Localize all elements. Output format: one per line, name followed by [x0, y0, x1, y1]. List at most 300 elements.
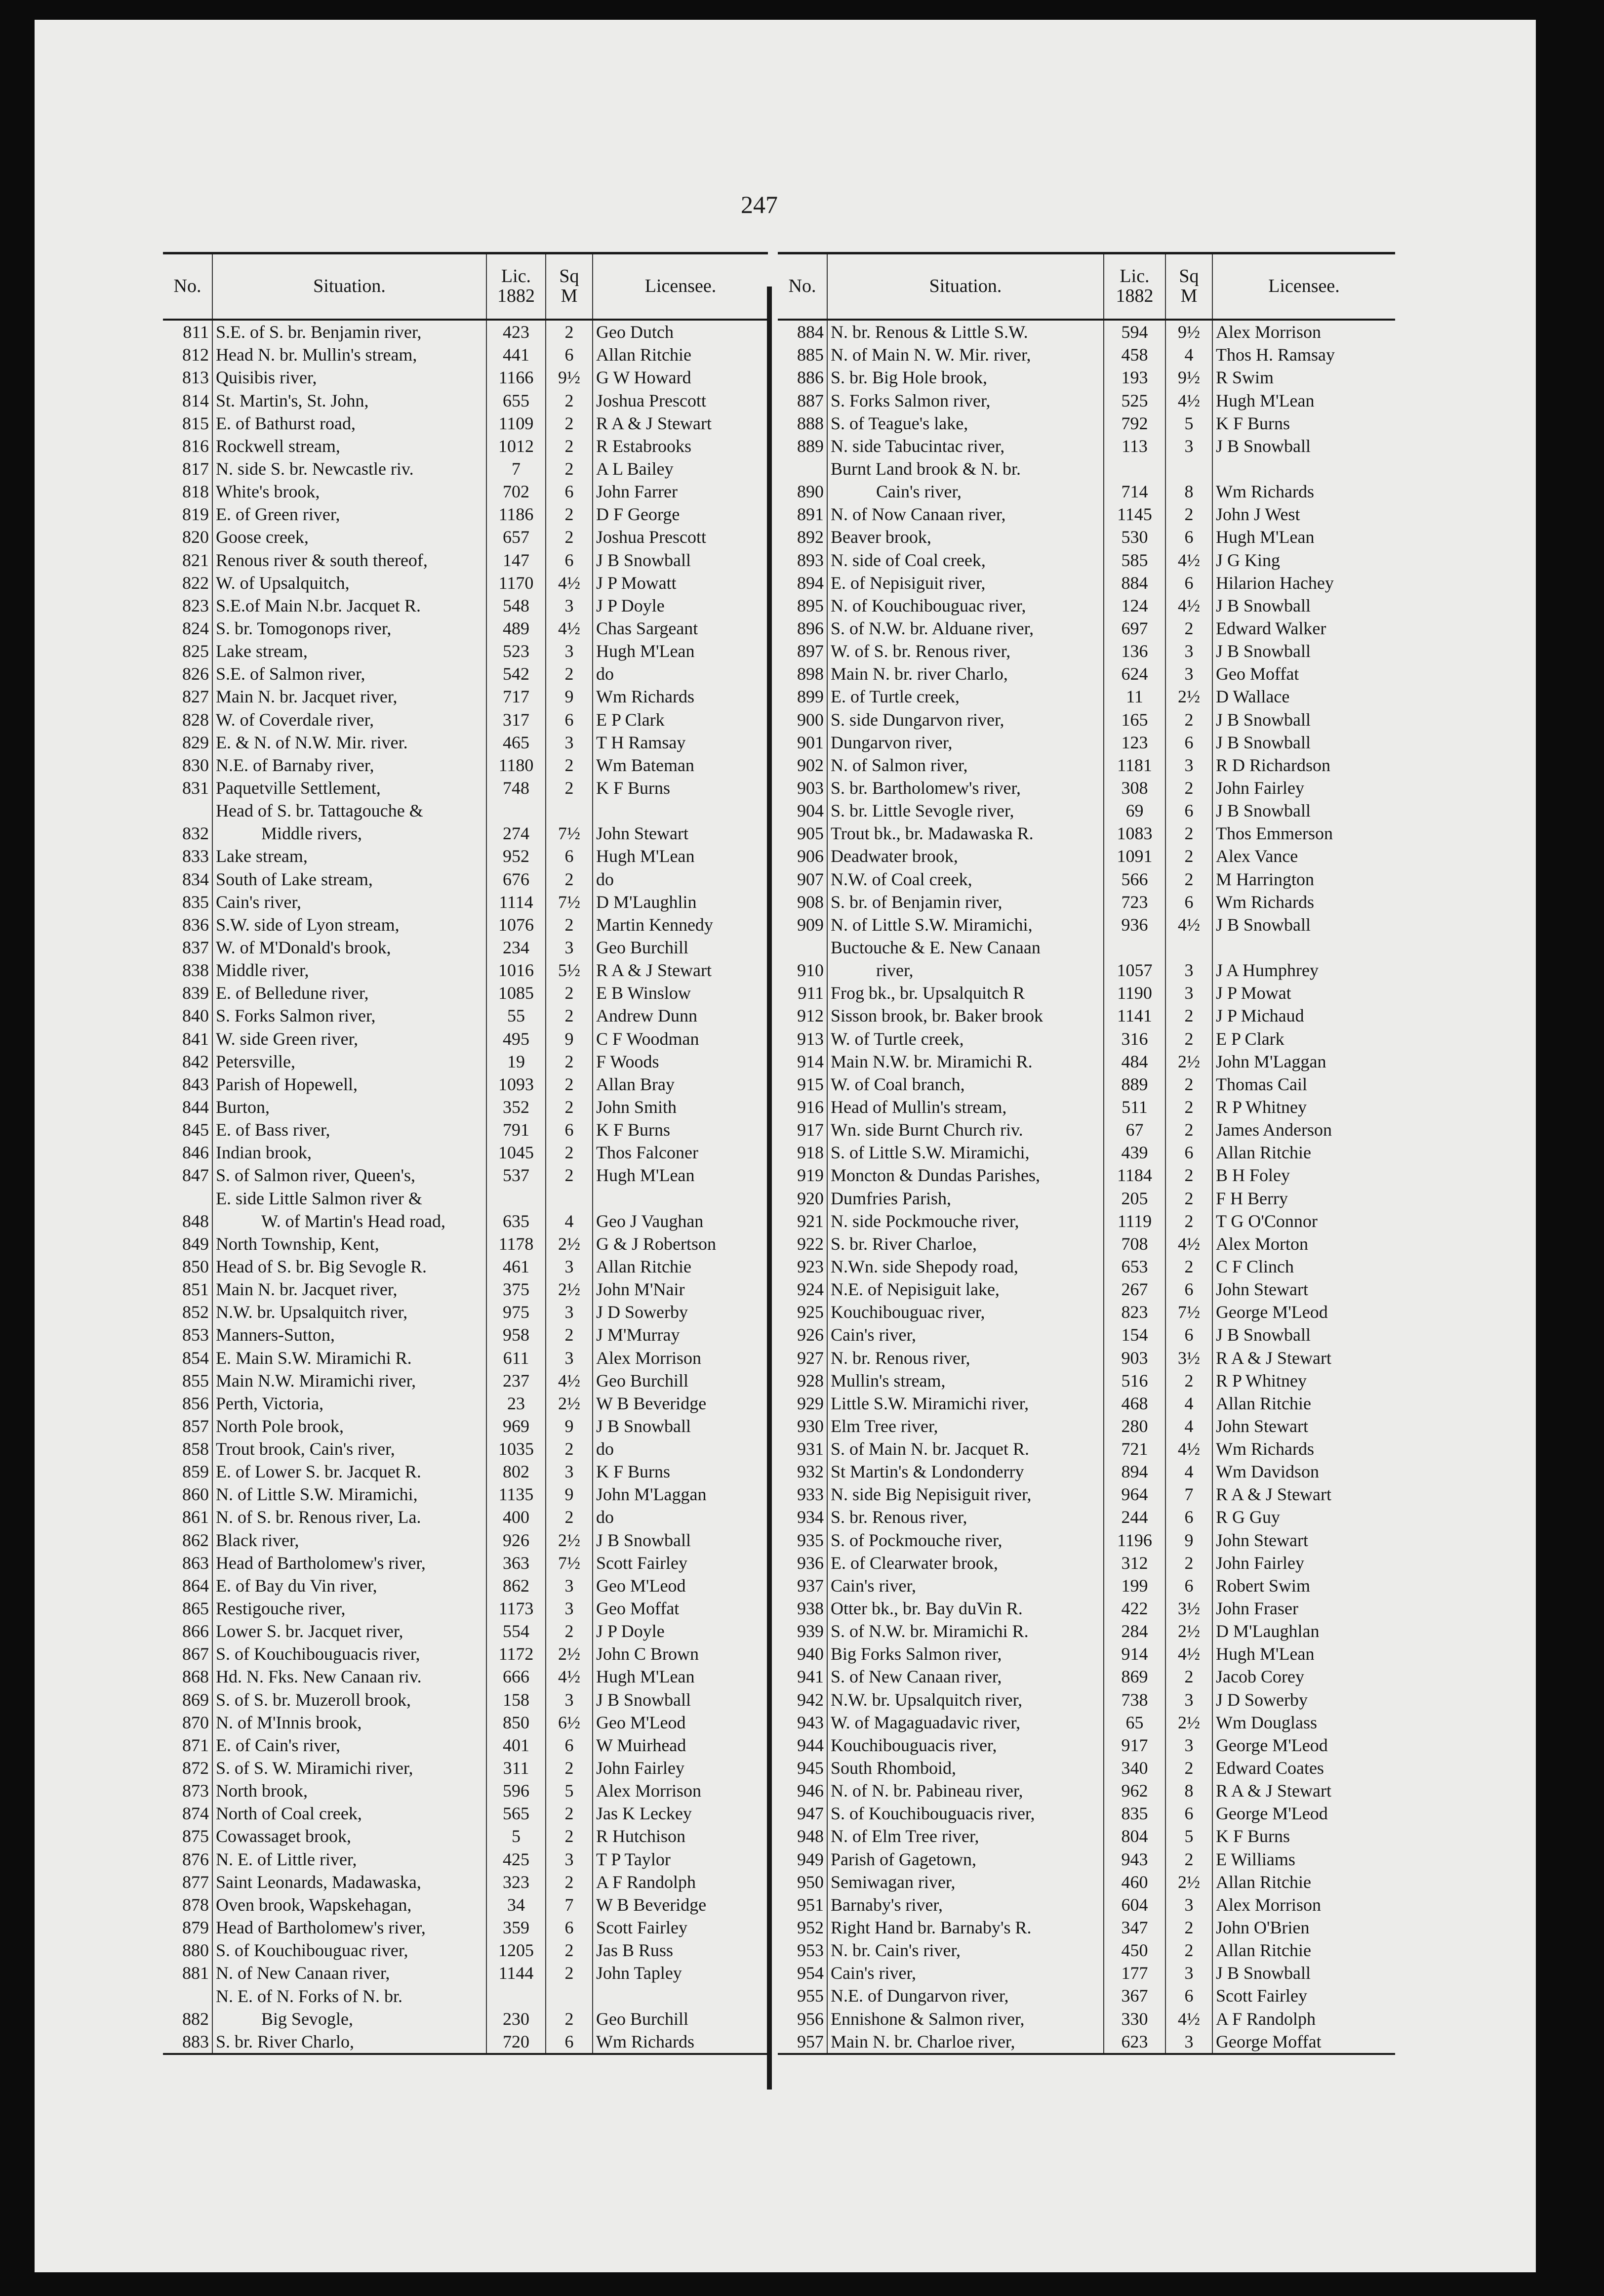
situation-line: Head of Bartholomew's river,	[216, 1553, 426, 1573]
cell-no: 851	[163, 1278, 212, 1301]
cell-no: 855	[163, 1369, 212, 1392]
cell-sq: 3	[1165, 754, 1212, 777]
cell-licensee: Alex Morrison	[1216, 1894, 1321, 1915]
cell-no: 822	[163, 572, 212, 594]
cell-lic: 244	[1104, 1506, 1165, 1528]
situation-line: W. of M'Donald's brook,	[216, 937, 391, 957]
cell-sq: 2	[546, 457, 593, 480]
cell-situation	[827, 1939, 1104, 1962]
cell-situation	[827, 1711, 1104, 1734]
cell-no: 845	[163, 1118, 212, 1141]
cell-lic: 450	[1104, 1939, 1165, 1962]
table-row	[163, 1164, 768, 1187]
cell-no: 830	[163, 754, 212, 777]
table-row	[778, 1939, 1395, 1962]
cell-licensee: G W Howard	[596, 368, 691, 388]
cell-lic: 802	[486, 1460, 546, 1483]
cell-licensee: do	[596, 664, 614, 684]
cell-situation	[827, 1506, 1104, 1528]
cell-sq: 2	[1165, 777, 1212, 799]
table-row	[163, 2030, 768, 2054]
cell-no: 905	[778, 822, 827, 845]
cell-no: 871	[163, 1734, 212, 1757]
table-row	[778, 343, 1395, 366]
cell-sq: 2	[1165, 1255, 1212, 1278]
cell-situation	[827, 1620, 1104, 1642]
cell-sq: 4½	[1165, 1232, 1212, 1255]
cell-sq: 4½	[1165, 1437, 1212, 1460]
situation-line: N. side Tabucintac river,	[831, 436, 1005, 456]
cell-lic: 158	[486, 1688, 546, 1711]
cell-situation	[212, 754, 486, 777]
cell-licensee: M Harrington	[1216, 869, 1314, 889]
table-row	[778, 366, 1395, 389]
cell-lic: 1083	[1104, 822, 1165, 845]
cell-situation	[827, 1779, 1104, 1802]
cell-licensee: R G Guy	[1216, 1507, 1281, 1527]
cell-licensee: John Fairley	[596, 1758, 684, 1778]
cell-situation	[212, 959, 486, 982]
cell-sq: 3	[546, 1597, 593, 1620]
situation-line: N. of Kouchibouguac river,	[831, 595, 1026, 615]
cell-sq: 8	[1165, 1779, 1212, 1802]
cell-sq: 5	[1165, 1825, 1212, 1847]
cell-licensee: Martin Kennedy	[596, 914, 713, 935]
situation-line: N. of M'Innis brook,	[216, 1712, 362, 1732]
table-row	[778, 1483, 1395, 1506]
situation-line: S. of Salmon river, Queen's,	[216, 1165, 415, 1186]
cell-no: 893	[778, 548, 827, 571]
cell-sq: 3½	[1165, 1346, 1212, 1369]
cell-situation	[212, 1665, 486, 1688]
situation-line: N. of Little S.W. Miramichi,	[216, 1484, 418, 1505]
situation-line: Big Sevogle,	[261, 2009, 353, 2029]
cell-no: 924	[778, 1278, 827, 1301]
table-row	[778, 822, 1395, 845]
cell-no: 919	[778, 1164, 827, 1187]
situation-line: E. of Bass river,	[216, 1120, 330, 1140]
cell-licensee: Wm Davidson	[1216, 1462, 1319, 1482]
cell-no: 836	[163, 913, 212, 936]
table-row	[163, 867, 768, 890]
cell-lic: 1016	[486, 959, 546, 982]
table-row	[778, 1369, 1395, 1392]
cell-lic: 7	[486, 457, 546, 480]
cell-sq: 6	[546, 2030, 593, 2054]
table-row	[163, 1460, 768, 1483]
cell-sq: 2	[546, 320, 593, 343]
table-row	[778, 731, 1395, 754]
header-no: No.	[778, 253, 827, 320]
cell-lic: 401	[486, 1734, 546, 1757]
cell-licensee: C F Woodman	[596, 1028, 699, 1049]
table-row	[163, 480, 768, 503]
cell-situation	[212, 1916, 486, 1939]
situation-line: S. of Kouchibouguac river,	[216, 1940, 408, 1961]
cell-licensee: A F Randolph	[1216, 2009, 1316, 2029]
cell-lic: 720	[486, 2030, 546, 2054]
cell-situation	[212, 343, 486, 366]
situation-line: W. of Martin's Head road,	[261, 1211, 446, 1231]
cell-sq: 4½	[546, 1369, 593, 1392]
cell-situation	[212, 913, 486, 936]
table-row	[163, 1415, 768, 1437]
cell-sq: 2	[546, 982, 593, 1004]
cell-sq: 7	[546, 1893, 593, 1916]
cell-sq: 2	[1165, 1118, 1212, 1141]
cell-no: 839	[163, 982, 212, 1004]
table-row	[163, 1346, 768, 1369]
situation-line: Kouchibouguacis river,	[831, 1735, 997, 1755]
table-row	[778, 982, 1395, 1004]
table-row	[778, 594, 1395, 617]
cell-sq: 2	[1165, 708, 1212, 731]
cell-no: 932	[778, 1460, 827, 1483]
cell-situation	[212, 1278, 486, 1301]
cell-no: 868	[163, 1665, 212, 1688]
cell-licensee: J G King	[1216, 550, 1281, 570]
cell-situation	[827, 1073, 1104, 1096]
cell-situation	[212, 389, 486, 411]
table-row	[163, 1984, 768, 2030]
header-lic: Lic. 1882	[1104, 253, 1165, 320]
cell-situation	[212, 1597, 486, 1620]
cell-licensee: Jas B Russ	[596, 1940, 674, 1961]
table-row	[778, 1460, 1395, 1483]
cell-sq: 2	[546, 1004, 593, 1027]
cell-sq: 6	[546, 480, 593, 503]
cell-lic: 1172	[486, 1642, 546, 1665]
situation-line: Beaver brook,	[831, 527, 931, 547]
situation-line: S. of N.W. br. Alduane river,	[831, 618, 1034, 638]
cell-licensee: R A & J Stewart	[596, 413, 712, 433]
table-row	[163, 685, 768, 708]
cell-licensee: John O'Brien	[1216, 1918, 1310, 1938]
cell-sq: 2	[546, 1073, 593, 1096]
cell-licensee: K F Burns	[596, 778, 671, 798]
cell-situation	[212, 936, 486, 959]
cell-licensee: John Stewart	[1216, 1530, 1308, 1550]
cell-sq: 2	[1165, 1073, 1212, 1096]
table-row	[778, 457, 1395, 503]
cell-licensee: George Moffat	[1212, 2030, 1395, 2054]
table-row	[163, 343, 768, 366]
cell-situation	[827, 457, 1104, 503]
cell-sq: 3	[546, 1574, 593, 1597]
cell-licensee: Chas Sargeant	[596, 618, 698, 638]
cell-sq: 4½	[546, 1665, 593, 1688]
cell-licensee: J B Snowball	[1216, 914, 1311, 935]
cell-sq: 6	[546, 1916, 593, 1939]
situation-line: S. of S. br. Muzeroll brook,	[216, 1689, 411, 1710]
cell-situation	[212, 1141, 486, 1164]
table-row	[163, 799, 768, 845]
cell-lic: 113	[1104, 435, 1165, 457]
cell-licensee: J B Snowball	[1216, 436, 1311, 456]
situation-line: North Pole brook,	[216, 1416, 344, 1436]
table-row	[163, 1642, 768, 1665]
situation-line: Mullin's stream,	[831, 1370, 946, 1391]
cell-licensee: Allan Ritchie	[1216, 1872, 1311, 1892]
cell-sq: 6	[546, 708, 593, 731]
cell-lic: 1196	[1104, 1528, 1165, 1551]
document-page	[35, 20, 1536, 2272]
cell-situation	[827, 548, 1104, 571]
table-row	[163, 959, 768, 982]
cell-lic: 400	[486, 1506, 546, 1528]
cell-no: 917	[778, 1118, 827, 1141]
cell-licensee: Jacob Corey	[1216, 1667, 1304, 1687]
cell-situation	[212, 1004, 486, 1027]
situation-line: S. br. River Charloe,	[831, 1233, 977, 1254]
cell-sq: 3	[546, 594, 593, 617]
cell-lic: 657	[486, 526, 546, 548]
situation-line: N. of S. br. Renous river, La.	[216, 1507, 421, 1527]
cell-no: 847	[163, 1164, 212, 1187]
cell-sq: 7	[1165, 1483, 1212, 1506]
situation-line: W. of Turtle creek,	[831, 1028, 964, 1049]
cell-situation	[827, 503, 1104, 526]
situation-line: E. of Bathurst road,	[216, 413, 356, 433]
header-situation: Situation.	[827, 253, 1104, 320]
cell-licensee: J B Snowball	[1216, 801, 1311, 821]
cell-situation	[827, 845, 1104, 867]
cell-situation	[212, 1437, 486, 1460]
cell-lic: 975	[486, 1301, 546, 1323]
situation-line: W. of Coal branch,	[831, 1074, 965, 1094]
situation-line: S. Forks Salmon river,	[831, 390, 991, 410]
cell-no: 834	[163, 867, 212, 890]
cell-no: 865	[163, 1597, 212, 1620]
cell-no: 955	[778, 1984, 827, 2007]
cell-licensee: Jas K Leckey	[596, 1804, 692, 1824]
cell-lic: 525	[1104, 389, 1165, 411]
cell-lic: 1091	[1104, 845, 1165, 867]
cell-lic: 548	[486, 594, 546, 617]
cell-situation	[212, 1962, 486, 1984]
cell-situation	[827, 1483, 1104, 1506]
cell-no: 864	[163, 1574, 212, 1597]
cell-situation	[212, 685, 486, 708]
cell-no: 946	[778, 1779, 827, 1802]
table-row	[778, 412, 1395, 435]
cell-no: 820	[163, 526, 212, 548]
cell-situation	[212, 1483, 486, 1506]
cell-situation	[212, 503, 486, 526]
header-situation: Situation.	[212, 253, 486, 320]
cell-licensee: F H Berry	[1216, 1188, 1288, 1208]
situation-line: W. side Green river,	[216, 1028, 359, 1049]
cell-no: 870	[163, 1711, 212, 1734]
cell-sq: 4½	[1165, 594, 1212, 617]
situation-line: W. of Magaguadavic river,	[831, 1712, 1021, 1732]
cell-lic: 565	[486, 1802, 546, 1825]
cell-no: 874	[163, 1802, 212, 1825]
cell-situation	[827, 366, 1104, 389]
cell-situation	[827, 662, 1104, 685]
table-row	[778, 1779, 1395, 1802]
situation-line: N. of Now Canaan river,	[831, 504, 1006, 525]
cell-lic: 884	[1104, 572, 1165, 594]
cell-licensee: John Farrer	[596, 482, 678, 502]
cell-no: 867	[163, 1642, 212, 1665]
cell-situation	[827, 754, 1104, 777]
cell-licensee: John Stewart	[1216, 1416, 1308, 1436]
cell-licensee: George M'Leod	[1216, 1735, 1328, 1755]
table-row	[163, 1665, 768, 1688]
table-row	[778, 640, 1395, 662]
cell-situation	[827, 1232, 1104, 1255]
cell-sq: 2	[1165, 1847, 1212, 1870]
table-row	[778, 1916, 1395, 1939]
cell-sq: 2	[546, 1939, 593, 1962]
situation-line: N. of Elm Tree river,	[831, 1826, 979, 1846]
cell-sq: 6	[1165, 1278, 1212, 1301]
cell-licensee: J B Snowball	[596, 1530, 691, 1550]
situation-line: S. br. River Charlo,	[216, 2031, 354, 2051]
cell-licensee: K F Burns	[596, 1462, 671, 1482]
cell-no: 920	[778, 1187, 827, 1209]
cell-licensee: do	[596, 1439, 614, 1459]
cell-licensee: J B Snowball	[596, 550, 691, 570]
table-row	[163, 1141, 768, 1164]
cell-licensee: K F Burns	[1216, 413, 1290, 433]
cell-situation	[212, 1096, 486, 1118]
cell-licensee: D F George	[596, 504, 680, 525]
cell-no: 934	[778, 1506, 827, 1528]
table-row	[778, 1278, 1395, 1301]
situation-line: N. of Main N. W. Mir. river,	[831, 345, 1031, 365]
cell-situation	[212, 1392, 486, 1415]
cell-licensee: J B Snowball	[1216, 732, 1311, 752]
table-row	[163, 913, 768, 936]
cell-no: 952	[778, 1916, 827, 1939]
cell-lic: 317	[486, 708, 546, 731]
cell-licensee: D M'Laughlan	[1216, 1621, 1320, 1641]
cell-sq: 8	[1165, 457, 1212, 503]
cell-situation	[827, 572, 1104, 594]
table-row	[778, 1415, 1395, 1437]
table-row	[163, 1574, 768, 1597]
situation-line: Renous river & south thereof,	[216, 550, 428, 570]
table-row	[163, 1301, 768, 1323]
cell-sq: 9½	[546, 366, 593, 389]
cell-lic: 917	[1104, 1734, 1165, 1757]
table-row	[778, 1323, 1395, 1346]
cell-lic: 721	[1104, 1437, 1165, 1460]
table-row	[778, 1073, 1395, 1096]
cell-licensee: R A & J Stewart	[1216, 1348, 1332, 1368]
situation-line: Main N.W. br. Miramichi R.	[831, 1051, 1033, 1071]
cell-situation	[212, 526, 486, 548]
cell-sq: 4	[1165, 1392, 1212, 1415]
table-row	[778, 936, 1395, 982]
situation-line: Lower S. br. Jacquet river,	[216, 1621, 403, 1641]
cell-situation	[827, 1825, 1104, 1847]
cell-situation	[212, 891, 486, 913]
cell-no: 903	[778, 777, 827, 799]
table-row	[778, 1506, 1395, 1528]
cell-no: 827	[163, 685, 212, 708]
cell-licensee: Edward Coates	[1216, 1758, 1324, 1778]
cell-situation	[212, 1506, 486, 1528]
cell-sq: 2	[1165, 845, 1212, 867]
cell-licensee: W B Beveridge	[596, 1894, 707, 1915]
situation-line: South Rhomboid,	[831, 1758, 957, 1778]
situation-line: river,	[876, 960, 914, 981]
cell-situation	[212, 1050, 486, 1073]
cell-licensee: Wm Richards	[1216, 892, 1314, 912]
cell-licensee: Allan Ritchie	[596, 345, 691, 365]
cell-lic: 284	[1104, 1620, 1165, 1642]
cell-lic: 1180	[486, 754, 546, 777]
situation-line: Cain's river,	[831, 1575, 917, 1596]
cell-no: 916	[778, 1096, 827, 1118]
cell-situation	[827, 1415, 1104, 1437]
cell-situation	[827, 1802, 1104, 1825]
cell-sq: 2	[1165, 1757, 1212, 1779]
situation-line: S. of Kouchibouguacis river,	[831, 1804, 1035, 1824]
cell-no: 926	[778, 1323, 827, 1346]
cell-no: 866	[163, 1620, 212, 1642]
situation-line: Main N. br. Charloe river,	[831, 2031, 1015, 2051]
cell-sq: 4½	[546, 617, 593, 640]
cell-sq: 4½	[1165, 389, 1212, 411]
cell-lic: 489	[486, 617, 546, 640]
situation-line: S. side Dungarvon river,	[831, 709, 1004, 730]
cell-no: 899	[778, 685, 827, 708]
cell-situation	[212, 2030, 486, 2054]
table-row	[778, 845, 1395, 867]
cell-licensee: Wm Richards	[1216, 1439, 1314, 1459]
cell-lic: 708	[1104, 1232, 1165, 1255]
cell-situation	[827, 1118, 1104, 1141]
cell-no: 938	[778, 1597, 827, 1620]
cell-no: 877	[163, 1871, 212, 1893]
cell-lic: 1114	[486, 891, 546, 913]
cell-lic: 312	[1104, 1552, 1165, 1574]
cell-sq: 2	[546, 1984, 593, 2030]
header-sq: Sq M	[1165, 253, 1212, 320]
cell-situation	[827, 936, 1104, 982]
table-row	[778, 1620, 1395, 1642]
cell-no: 869	[163, 1688, 212, 1711]
cell-situation	[212, 366, 486, 389]
cell-sq: 5	[1165, 412, 1212, 435]
cell-no: 838	[163, 959, 212, 982]
cell-no: 922	[778, 1232, 827, 1255]
cell-sq: 2	[546, 1506, 593, 1528]
cell-situation	[827, 526, 1104, 548]
situation-line: Buctouche & E. New Canaan	[831, 938, 1041, 958]
cell-sq: 3	[1165, 1734, 1212, 1757]
cell-lic: 316	[1104, 1027, 1165, 1050]
table-row	[163, 1711, 768, 1734]
cell-sq: 2	[546, 1141, 593, 1164]
left-table-body	[163, 320, 768, 2054]
table-row	[778, 1164, 1395, 1187]
cell-situation	[212, 777, 486, 799]
cell-lic: 1173	[486, 1597, 546, 1620]
cell-sq: 2	[546, 662, 593, 685]
cell-lic: 1045	[486, 1141, 546, 1164]
cell-lic: 804	[1104, 1825, 1165, 1847]
cell-no: 929	[778, 1392, 827, 1415]
cell-no: 908	[778, 891, 827, 913]
cell-situation	[212, 982, 486, 1004]
cell-no: 885	[778, 343, 827, 366]
cell-no: 880	[163, 1939, 212, 1962]
